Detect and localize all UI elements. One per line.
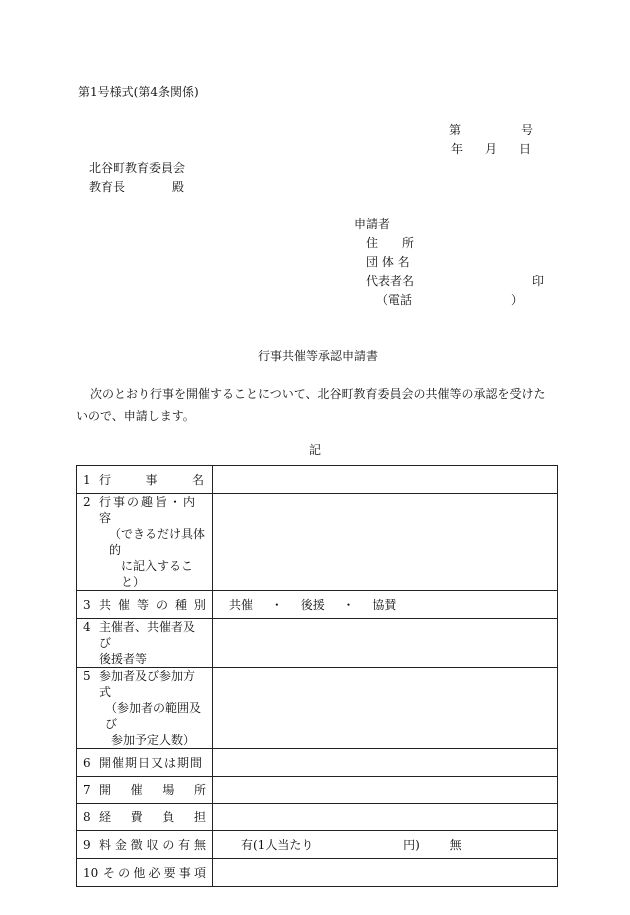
option-fee-yes[interactable]: 有(1人当たり xyxy=(241,838,314,852)
label-venue: 7 開 催 場 所 xyxy=(77,777,213,804)
value-fees: 有(1人当たり 円) 無 xyxy=(213,831,558,859)
label-type: 3 共 催 等 の 種 別 xyxy=(77,591,213,619)
document-body: 次のとおり行事を開催することについて、北谷町教育委員会の共催等の承認を受けたいので、申請します。 xyxy=(76,387,546,423)
addressee-title: 教育長 xyxy=(89,180,126,194)
table-row xyxy=(77,591,558,619)
value-event-name[interactable] xyxy=(213,466,558,494)
label-other: 10 そ の 他 必 要 事 項 xyxy=(77,859,213,887)
seal-mark: 印 xyxy=(532,274,545,288)
option-koen[interactable]: 後援 xyxy=(300,598,325,612)
applicant-representative-label: 代表者名 xyxy=(366,274,415,288)
label-fees: 9 料 金 徴 収 の 有 無 xyxy=(77,831,213,859)
applicant-group-label: 団 体 名 xyxy=(366,255,410,269)
form-id: 第1号様式(第4条関係) xyxy=(78,85,199,99)
table-row xyxy=(77,494,558,591)
table-row xyxy=(77,859,558,887)
option-kyosai[interactable]: 共催 xyxy=(229,598,254,612)
table-row xyxy=(77,777,558,804)
value-other[interactable] xyxy=(213,859,558,887)
addressee-org: 北谷町教育委員会 xyxy=(89,161,186,175)
table-row xyxy=(77,466,558,494)
label-date: 6 開催期日又は期間 xyxy=(77,749,213,777)
label-costs: 8 経 費 負 担 xyxy=(77,804,213,831)
table-row xyxy=(77,804,558,831)
value-type: 共催 ・ 後援 ・ 協賛 xyxy=(213,591,558,619)
value-venue[interactable] xyxy=(213,777,558,804)
date-year: 年 xyxy=(451,142,464,156)
value-purpose[interactable] xyxy=(213,494,558,591)
applicant-address-label: 住 所 xyxy=(366,236,415,250)
value-participants[interactable] xyxy=(213,668,558,749)
value-organizers[interactable] xyxy=(213,619,558,668)
applicant-heading: 申請者 xyxy=(354,217,391,231)
application-table xyxy=(76,465,558,887)
value-date[interactable] xyxy=(213,749,558,777)
number-prefix: 第 xyxy=(449,123,462,137)
value-costs[interactable] xyxy=(213,804,558,831)
label-event-name: 1 行 事 名 xyxy=(77,466,213,494)
table-row xyxy=(77,831,558,859)
addressee-honorific: 殿 xyxy=(172,180,185,194)
phone-close: ） xyxy=(511,293,524,307)
document-title: 行事共催等承認申請書 xyxy=(258,349,379,363)
date-month: 月 xyxy=(485,142,498,156)
label-purpose: 2 行事の趣旨・内容 （できるだけ具体的 に記入すること） xyxy=(77,494,213,591)
phone-open: （電話 xyxy=(376,293,413,307)
option-fee-no[interactable]: 無 xyxy=(449,838,462,852)
ki-heading: 記 xyxy=(309,443,322,457)
label-organizers: 4 主催者、共催者及び 後援者等 xyxy=(77,619,213,668)
date-day: 日 xyxy=(519,142,532,156)
label-participants: 5 参加者及び参加方式 （参加者の範囲及び 参加予定人数） xyxy=(77,668,213,749)
table-row xyxy=(77,668,558,749)
option-kyosan[interactable]: 協賛 xyxy=(372,598,397,612)
number-suffix: 号 xyxy=(521,123,534,137)
table-row xyxy=(77,619,558,668)
table-row xyxy=(77,749,558,777)
